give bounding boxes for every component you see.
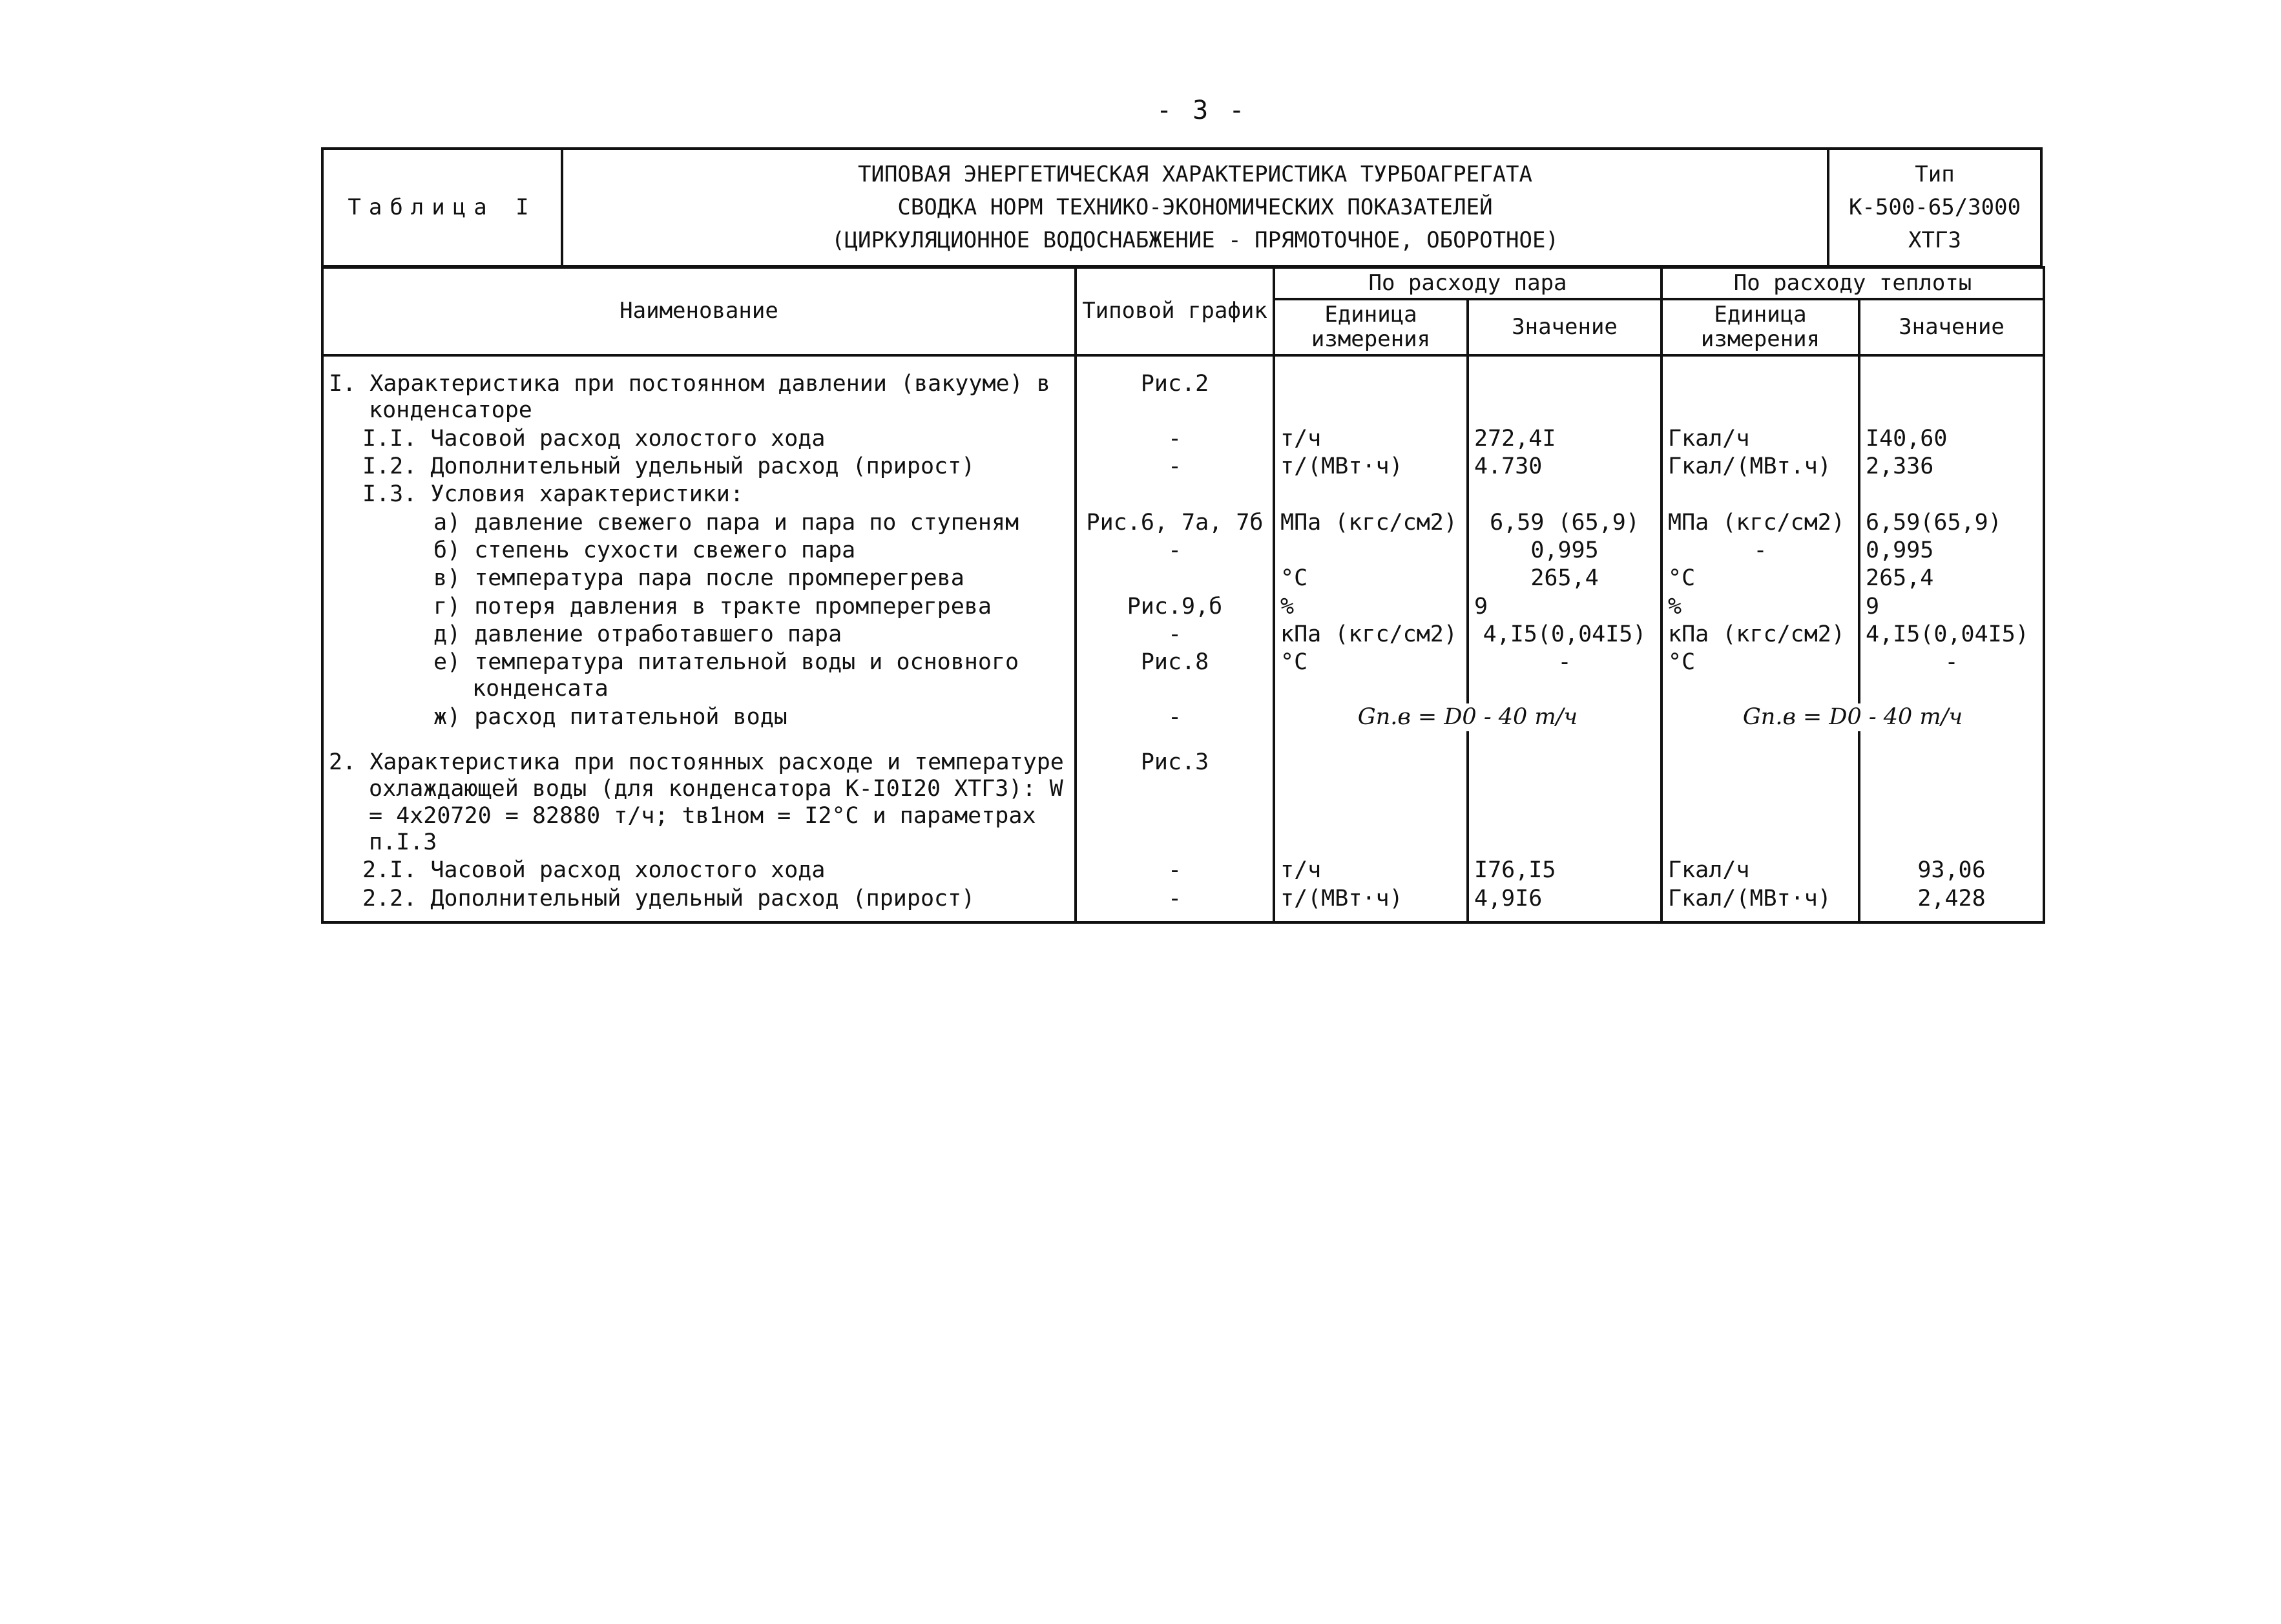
row-graph: - bbox=[1076, 425, 1274, 453]
col-heat-unit-header: Единица измерения bbox=[1661, 299, 1859, 355]
row-steam-unit: °С bbox=[1274, 649, 1468, 703]
row-graph: Рис.3 bbox=[1076, 731, 1274, 857]
row-graph bbox=[1076, 481, 1274, 508]
row-graph: - bbox=[1076, 703, 1274, 731]
row-steam-value: - bbox=[1468, 649, 1661, 703]
row-name: 2. Характеристика при постоянных расходе и температуре охлаждающей воды (для конденсатора К-I0I20 ХТГЗ): W = 4х20720 = 82880 т/ч; tв1ном = I2°С и параметрах п.I.3 bbox=[322, 731, 1076, 857]
table-row bbox=[322, 885, 2044, 922]
row-graph: - bbox=[1076, 621, 1274, 649]
row-name: ж) расход питательной воды bbox=[322, 703, 1076, 731]
row-heat-unit: Гкал/ч bbox=[1661, 425, 1859, 453]
row-heat-unit: Гкал/(МВт.ч) bbox=[1661, 453, 1859, 481]
table-header-block bbox=[321, 147, 2043, 267]
row-heat-value: 2,428 bbox=[1859, 885, 2044, 922]
row-heat-value: 9 bbox=[1859, 593, 2044, 621]
row-name: I. Характеристика при постоянном давлении (вакууме) в конденсаторе bbox=[322, 355, 1076, 425]
row-heat-value: I40,60 bbox=[1859, 425, 2044, 453]
row-steam-unit: °С bbox=[1274, 565, 1468, 592]
table-label: Таблица I bbox=[322, 149, 562, 266]
row-heat-unit: °С bbox=[1661, 565, 1859, 592]
row-heat-value: 4,I5(0,04I5) bbox=[1859, 621, 2044, 649]
type-line: Тип bbox=[1915, 161, 1955, 187]
row-steam-value bbox=[1468, 481, 1661, 508]
row-steam-unit: т/(МВт·ч) bbox=[1274, 453, 1468, 481]
row-steam-value bbox=[1468, 731, 1661, 857]
table-title bbox=[562, 149, 1828, 266]
row-heat-unit: Гкал/ч bbox=[1661, 857, 1859, 884]
row-steam-unit: МПа (кгс/см2) bbox=[1274, 509, 1468, 537]
col-name-header: Наименование bbox=[322, 267, 1076, 355]
page-number: - 3 - bbox=[1156, 96, 1247, 125]
row-heat-value bbox=[1859, 481, 2044, 508]
row-steam-value bbox=[1468, 355, 1661, 425]
heat-feedwater-formula: Gп.в = D0 - 40 т/ч bbox=[1661, 703, 2044, 731]
table-row bbox=[322, 731, 2044, 857]
row-steam-unit: т/ч bbox=[1274, 857, 1468, 884]
row-heat-unit bbox=[1661, 731, 1859, 857]
row-graph: - bbox=[1076, 885, 1274, 922]
row-heat-value: - bbox=[1859, 649, 2044, 703]
row-heat-value bbox=[1859, 355, 2044, 425]
row-steam-value: 4.730 bbox=[1468, 453, 1661, 481]
row-name: а) давление свежего пара и пара по ступеням bbox=[322, 509, 1076, 537]
row-heat-unit: % bbox=[1661, 593, 1859, 621]
title-line: (ЦИРКУЛЯЦИОННОЕ ВОДОСНАБЖЕНИЕ - ПРЯМОТОЧНОЕ, ОБОРОТНОЕ) bbox=[831, 227, 1559, 253]
row-steam-unit: % bbox=[1274, 593, 1468, 621]
table-row bbox=[322, 649, 2044, 703]
row-name: 2.2. Дополнительный удельный расход (прирост) bbox=[322, 885, 1076, 922]
row-heat-unit: кПа (кгс/см2) bbox=[1661, 621, 1859, 649]
table-row bbox=[322, 621, 2044, 649]
row-heat-value: 265,4 bbox=[1859, 565, 2044, 592]
table-row bbox=[322, 703, 2044, 731]
row-steam-unit bbox=[1274, 355, 1468, 425]
row-steam-value: 4,9I6 bbox=[1468, 885, 1661, 922]
norms-table bbox=[321, 266, 2045, 924]
table-row bbox=[322, 481, 2044, 508]
row-heat-unit: Гкал/(МВт·ч) bbox=[1661, 885, 1859, 922]
row-name: е) температура питательной воды и основного конденсата bbox=[322, 649, 1076, 703]
row-steam-value: 265,4 bbox=[1468, 565, 1661, 592]
row-graph: - bbox=[1076, 537, 1274, 565]
title-line: СВОДКА НОРМ ТЕХНИКО-ЭКОНОМИЧЕСКИХ ПОКАЗАТЕЛЕЙ bbox=[897, 194, 1493, 220]
row-heat-value bbox=[1859, 731, 2044, 857]
row-graph: Рис.8 bbox=[1076, 649, 1274, 703]
steam-feedwater-formula: Gп.в = D0 - 40 т/ч bbox=[1274, 703, 1661, 731]
row-steam-unit bbox=[1274, 481, 1468, 508]
row-steam-unit bbox=[1274, 537, 1468, 565]
type-line: К-500-65/3000 bbox=[1848, 194, 2021, 220]
table-row bbox=[322, 857, 2044, 884]
row-heat-unit bbox=[1661, 355, 1859, 425]
row-steam-value: 0,995 bbox=[1468, 537, 1661, 565]
table-row bbox=[322, 453, 2044, 481]
table-row bbox=[322, 537, 2044, 565]
row-steam-unit: т/(МВт·ч) bbox=[1274, 885, 1468, 922]
col-heat-value-header: Значение bbox=[1859, 299, 2044, 355]
turbine-type bbox=[1828, 149, 2041, 266]
row-name: в) температура пара после промперегрева bbox=[322, 565, 1076, 592]
row-steam-value: I76,I5 bbox=[1468, 857, 1661, 884]
col-steam-unit-header: Единица измерения bbox=[1274, 299, 1468, 355]
table-row bbox=[322, 565, 2044, 592]
row-heat-value: 93,06 bbox=[1859, 857, 2044, 884]
row-heat-unit: МПа (кгс/см2) bbox=[1661, 509, 1859, 537]
row-name: б) степень сухости свежего пара bbox=[322, 537, 1076, 565]
row-heat-unit: °С bbox=[1661, 649, 1859, 703]
col-heat-group-header: По расходу теплоты bbox=[1661, 267, 2044, 299]
row-graph: - bbox=[1076, 857, 1274, 884]
row-heat-value: 2,336 bbox=[1859, 453, 2044, 481]
table-row bbox=[322, 355, 2044, 425]
type-line: ХТГЗ bbox=[1908, 227, 1961, 253]
row-steam-value: 272,4I bbox=[1468, 425, 1661, 453]
col-graph-header: Типовой график bbox=[1076, 267, 1274, 355]
row-name: 2.I. Часовой расход холостого хода bbox=[322, 857, 1076, 884]
table-row bbox=[322, 593, 2044, 621]
row-graph: Рис.6, 7а, 7б bbox=[1076, 509, 1274, 537]
row-name: I.I. Часовой расход холостого хода bbox=[322, 425, 1076, 453]
row-name: г) потеря давления в тракте промперегрева bbox=[322, 593, 1076, 621]
row-graph: Рис.2 bbox=[1076, 355, 1274, 425]
row-heat-unit: - bbox=[1661, 537, 1859, 565]
row-steam-value: 9 bbox=[1468, 593, 1661, 621]
row-steam-unit: т/ч bbox=[1274, 425, 1468, 453]
row-name: I.3. Условия характеристики: bbox=[322, 481, 1076, 508]
table-row bbox=[322, 509, 2044, 537]
row-heat-unit bbox=[1661, 481, 1859, 508]
row-steam-value: 4,I5(0,04I5) bbox=[1468, 621, 1661, 649]
col-steam-value-header: Значение bbox=[1468, 299, 1661, 355]
row-name: I.2. Дополнительный удельный расход (прирост) bbox=[322, 453, 1076, 481]
row-heat-value: 6,59(65,9) bbox=[1859, 509, 2044, 537]
title-line: ТИПОВАЯ ЭНЕРГЕТИЧЕСКАЯ ХАРАКТЕРИСТИКА ТУРБОАГРЕГАТА bbox=[858, 161, 1532, 187]
row-steam-unit bbox=[1274, 731, 1468, 857]
table-row bbox=[322, 425, 2044, 453]
row-graph: Рис.9,б bbox=[1076, 593, 1274, 621]
row-name: д) давление отработавшего пара bbox=[322, 621, 1076, 649]
col-steam-group-header: По расходу пара bbox=[1274, 267, 1661, 299]
row-heat-value: 0,995 bbox=[1859, 537, 2044, 565]
row-graph: - bbox=[1076, 453, 1274, 481]
row-steam-unit: кПа (кгс/см2) bbox=[1274, 621, 1468, 649]
row-graph bbox=[1076, 565, 1274, 592]
row-steam-value: 6,59 (65,9) bbox=[1468, 509, 1661, 537]
